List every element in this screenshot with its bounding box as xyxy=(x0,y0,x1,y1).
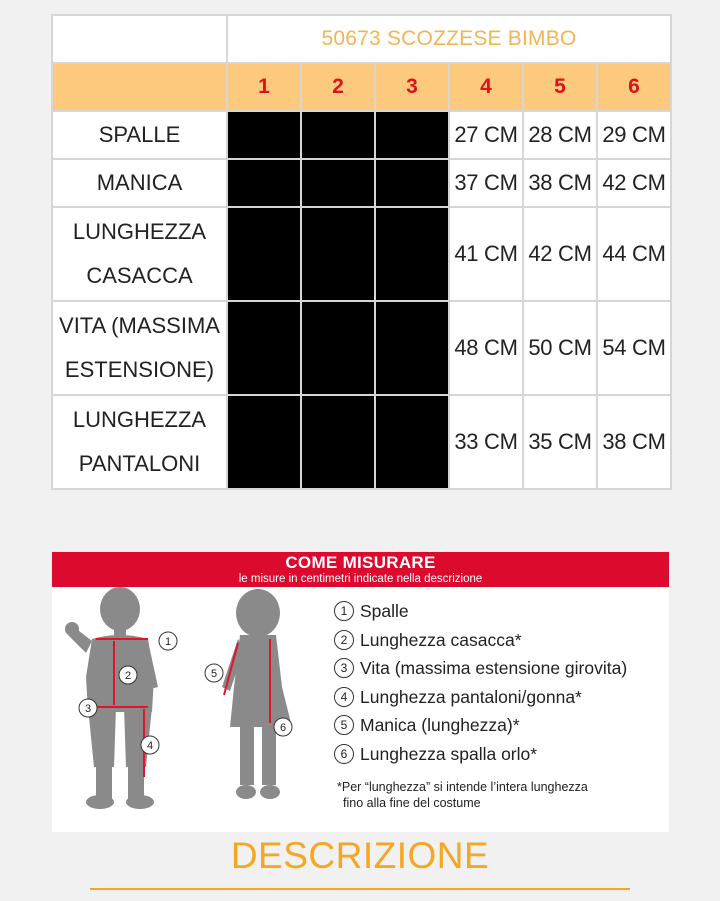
blank-cell xyxy=(375,111,449,159)
legend-text: Lunghezza casacca* xyxy=(360,629,522,650)
measure-title: COME MISURARE xyxy=(285,553,436,572)
size-2-header: 2 xyxy=(301,63,375,111)
footnote-line-2: fino alla fine del costume xyxy=(343,796,481,810)
child-front-figure xyxy=(52,587,192,832)
blank-cell xyxy=(375,159,449,207)
value-cell: 42 CM xyxy=(597,159,671,207)
measure-subtitle: le misure in centimetri indicate nella descrizione xyxy=(238,573,483,585)
marker-4-label: 4 xyxy=(146,740,154,752)
marker-2-label: 2 xyxy=(124,670,132,682)
legend-number: 6 xyxy=(334,744,354,764)
legend-item xyxy=(334,626,627,655)
value-cell: 42 CM xyxy=(523,207,597,301)
legend-item xyxy=(334,654,627,683)
legend-text: Spalle xyxy=(360,601,409,621)
size-3-header: 3 xyxy=(375,63,449,111)
corner-cell xyxy=(52,63,227,111)
legend-number: 5 xyxy=(334,715,354,735)
blank-cell xyxy=(375,395,449,489)
value-cell: 44 CM xyxy=(597,207,671,301)
table-row xyxy=(52,207,671,301)
value-cell: 35 CM xyxy=(523,395,597,489)
blank-cell xyxy=(301,301,375,395)
legend-text: Lunghezza pantaloni/gonna* xyxy=(360,686,582,707)
blank-cell xyxy=(375,301,449,395)
size-4-header: 4 xyxy=(449,63,523,111)
row-label-lunghezza-pantaloni: LUNGHEZZA PANTALONI xyxy=(52,395,227,489)
value-cell: 48 CM xyxy=(449,301,523,395)
blank-cell xyxy=(227,159,301,207)
marker-1-label: 1 xyxy=(164,636,172,648)
blank-cell xyxy=(227,111,301,159)
length-footnote xyxy=(337,779,588,811)
legend-text: Vita (massima estensione girovita) xyxy=(360,658,628,678)
size-header-row xyxy=(52,63,671,111)
value-cell: 38 CM xyxy=(523,159,597,207)
footnote-line-1: *Per “lunghezza” si intende l’intera lunghezza xyxy=(337,780,588,794)
measure-panel xyxy=(52,587,669,832)
marker-6-label: 6 xyxy=(279,722,287,734)
table-row xyxy=(52,111,671,159)
legend-number: 3 xyxy=(334,658,354,678)
marker-5-label: 5 xyxy=(210,668,218,680)
legend-number: 1 xyxy=(334,601,354,621)
blank-cell xyxy=(227,395,301,489)
legend-number: 4 xyxy=(334,687,354,707)
description-divider xyxy=(90,888,630,890)
size-6-header: 6 xyxy=(597,63,671,111)
corner-cell xyxy=(52,15,227,63)
value-cell: 29 CM xyxy=(597,111,671,159)
value-cell: 28 CM xyxy=(523,111,597,159)
legend-item xyxy=(334,711,627,740)
blank-cell xyxy=(301,207,375,301)
blank-cell xyxy=(227,207,301,301)
table-row xyxy=(52,159,671,207)
legend-item xyxy=(334,683,627,712)
legend-number: 2 xyxy=(334,630,354,650)
child-side-figure xyxy=(200,587,320,832)
value-cell: 38 CM xyxy=(597,395,671,489)
measure-legend xyxy=(334,597,627,768)
size-table xyxy=(51,14,672,490)
description-heading: DESCRIZIONE xyxy=(230,835,490,876)
blank-cell xyxy=(301,395,375,489)
size-5-header: 5 xyxy=(523,63,597,111)
blank-cell xyxy=(301,111,375,159)
value-cell: 27 CM xyxy=(449,111,523,159)
row-label-vita: VITA (MASSIMA ESTENSIONE) xyxy=(52,301,227,395)
legend-item xyxy=(334,597,627,626)
legend-text: Lunghezza spalla orlo* xyxy=(360,743,538,764)
product-title: 50673 SCOZZESE BIMBO xyxy=(227,15,671,63)
legend-text: Manica (lunghezza)* xyxy=(360,715,520,735)
blank-cell xyxy=(375,207,449,301)
value-cell: 41 CM xyxy=(449,207,523,301)
marker-3-label: 3 xyxy=(84,703,92,715)
row-label-lunghezza-casacca: LUNGHEZZA CASACCA xyxy=(52,207,227,301)
table-row xyxy=(52,395,671,489)
row-label-manica: MANICA xyxy=(52,159,227,207)
value-cell: 50 CM xyxy=(523,301,597,395)
value-cell: 54 CM xyxy=(597,301,671,395)
value-cell: 37 CM xyxy=(449,159,523,207)
blank-cell xyxy=(227,301,301,395)
legend-item xyxy=(334,740,627,769)
measure-banner xyxy=(52,552,669,587)
size-1-header: 1 xyxy=(227,63,301,111)
row-label-spalle: SPALLE xyxy=(52,111,227,159)
title-row xyxy=(52,15,671,63)
blank-cell xyxy=(301,159,375,207)
table-row xyxy=(52,301,671,395)
value-cell: 33 CM xyxy=(449,395,523,489)
